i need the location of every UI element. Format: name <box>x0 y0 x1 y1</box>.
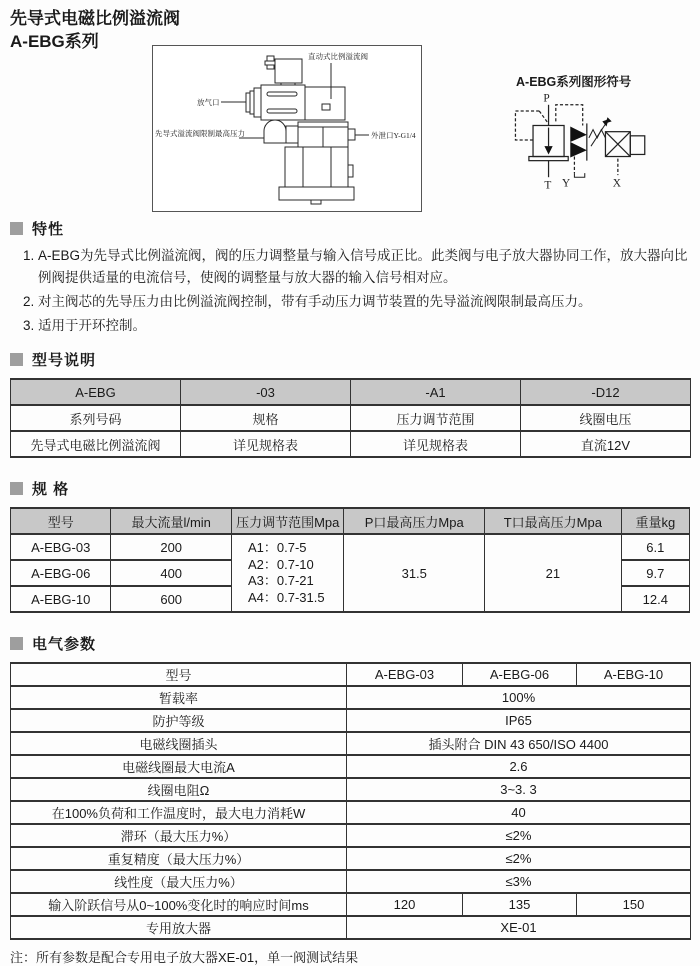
col-header: 型号 <box>11 663 347 686</box>
feature-item: 2. 对主阀芯的先导压力由比例溢流阀控制，带有手动压力调节装置的先导溢流阀限制最高压力。 <box>38 291 690 313</box>
table-row <box>11 870 691 893</box>
param-value: 40 <box>347 801 691 824</box>
table-row <box>11 824 691 847</box>
table-row <box>11 709 691 732</box>
port-y-label: Y <box>562 177 571 190</box>
param-label: 防护等级 <box>11 709 347 732</box>
cell: A-EBG-03 <box>11 534 111 560</box>
param-label: 线性度（最大压力%） <box>11 870 347 893</box>
col-header: P口最高压力Mpa <box>344 508 485 534</box>
table-row <box>11 801 691 824</box>
param-value: 135 <box>463 893 577 916</box>
page-title-line2: A-EBG系列 <box>10 31 99 51</box>
valve-drawing-svg <box>153 46 421 211</box>
section-model-code-heading: 型号说明 <box>32 352 97 369</box>
section-electrical <box>10 633 700 654</box>
valve-drawing <box>152 45 422 212</box>
param-value: 100% <box>347 686 691 709</box>
param-value: IP65 <box>347 709 691 732</box>
param-label: 专用放大器 <box>11 916 347 939</box>
param-label: 电磁线圈插头 <box>11 732 347 755</box>
col-header: 压力调节范围Mpa <box>231 508 343 534</box>
col-header: A-EBG-10 <box>577 663 691 686</box>
feature-item: 3. 适用于开环控制。 <box>38 315 690 337</box>
symbol-title: A-EBG系列图形符号 <box>516 75 632 89</box>
cell: 规格 <box>181 405 351 431</box>
param-value: 150 <box>577 893 691 916</box>
col-header: T口最高压力Mpa <box>485 508 622 534</box>
col-header: A-EBG-06 <box>463 663 577 686</box>
param-label: 输入阶跃信号从0~100%变化时的响应时间ms <box>11 893 347 916</box>
param-value: 2.6 <box>347 755 691 778</box>
label-air-vent: 放气口 <box>197 98 220 107</box>
cell: -03 <box>181 379 351 405</box>
table-header-row <box>11 508 690 534</box>
label-pilot-relief: 先导式溢流阀限制最高压力 <box>155 129 245 138</box>
footnote: 注：所有参数是配合专用电子放大器XE-01，单一阀测试结果 <box>10 950 359 965</box>
specs-table <box>10 507 690 613</box>
cell: 先导式电磁比例溢流阀 <box>11 431 181 457</box>
section-bullet-icon <box>10 353 23 366</box>
p-port-max-cell: 31.5 <box>344 534 485 612</box>
section-specs-heading: 规 格 <box>32 481 70 498</box>
t-port-max-cell: 21 <box>485 534 622 612</box>
section-electrical-heading: 电气参数 <box>32 636 97 653</box>
table-row <box>11 893 691 916</box>
section-features-heading: 特性 <box>32 221 65 238</box>
param-label: 电磁线圈最大电流A <box>11 755 347 778</box>
param-value: 3~3. 3 <box>347 778 691 801</box>
table-row <box>11 534 690 560</box>
table-header-row <box>11 663 691 686</box>
param-label: 在100%负荷和工作温度时，最大电力消耗W <box>11 801 347 824</box>
electrical-table <box>10 662 691 940</box>
section-bullet-icon <box>10 637 23 650</box>
section-bullet-icon <box>10 222 23 235</box>
col-header: A-EBG-03 <box>347 663 463 686</box>
section-model-code <box>10 349 700 370</box>
section-bullet-icon <box>10 482 23 495</box>
table-row <box>11 379 691 405</box>
table-row <box>11 431 691 457</box>
range-line: A2：0.7-10 <box>247 556 314 572</box>
table-row <box>11 847 691 870</box>
cell: 系列号码 <box>11 405 181 431</box>
section-specs <box>10 478 700 499</box>
range-line: A1：0.7-5 <box>247 540 307 555</box>
pressure-range-cell <box>231 534 343 612</box>
cell: 12.4 <box>621 586 689 612</box>
param-value: 插头附合 DIN 43 650/ISO 4400 <box>347 732 691 755</box>
col-header: 型号 <box>11 508 111 534</box>
port-x-label: X <box>612 177 621 190</box>
cell: 9.7 <box>621 560 689 586</box>
cell: -D12 <box>521 379 691 405</box>
section-features <box>10 218 700 239</box>
cell: 详见规格表 <box>351 431 521 457</box>
cell: 直流12V <box>521 431 691 457</box>
table-row <box>11 778 691 801</box>
cell: A-EBG-06 <box>11 560 111 586</box>
col-header: 重量kg <box>621 508 689 534</box>
cell: 详见规格表 <box>181 431 351 457</box>
cell: A-EBG-10 <box>11 586 111 612</box>
table-row <box>11 686 691 709</box>
table-row <box>11 732 691 755</box>
feature-item: 1. A-EBG为先导式比例溢流阀，阀的压力调整量与输入信号成正比。此类阀与电子放大器协同工作，放大器向比例阀提供适量的电流信号，使阀的调整量与放大器的输入信号相对应。 <box>38 245 690 289</box>
cell: 600 <box>111 586 232 612</box>
param-value: 120 <box>347 893 463 916</box>
param-label: 线圈电阻Ω <box>11 778 347 801</box>
param-value: ≤3% <box>347 870 691 893</box>
page-title-line1: 先导式电磁比例溢流阀 <box>10 9 180 28</box>
header-area <box>0 0 700 214</box>
label-direct-valve: 直动式比例溢流阀 <box>308 52 368 61</box>
port-p-label: P <box>543 92 550 105</box>
range-line: A3：0.7-21 <box>247 573 314 588</box>
param-value: XE-01 <box>347 916 691 939</box>
param-label: 重复精度（最大压力%） <box>11 847 347 870</box>
cell: -A1 <box>351 379 521 405</box>
hydraulic-symbol-svg <box>502 90 652 192</box>
param-value: ≤2% <box>347 824 691 847</box>
param-label: 滞环（最大压力%） <box>11 824 347 847</box>
table-row <box>11 755 691 778</box>
port-t-label: T <box>544 179 552 192</box>
cell: 线圈电压 <box>521 405 691 431</box>
cell: 压力调节范围 <box>351 405 521 431</box>
cell: 400 <box>111 560 232 586</box>
features-list <box>14 245 690 337</box>
cell: A-EBG <box>11 379 181 405</box>
cell: 6.1 <box>621 534 689 560</box>
model-code-table <box>10 378 691 458</box>
col-header: 最大流量l/min <box>111 508 232 534</box>
param-label: 暂载率 <box>11 686 347 709</box>
table-row <box>11 405 691 431</box>
range-line: A4：0.7-31.5 <box>247 589 325 605</box>
label-drain-port: 外泄口Y-G1/4 <box>371 131 416 140</box>
hydraulic-symbol <box>502 90 652 192</box>
param-value: ≤2% <box>347 847 691 870</box>
cell: 200 <box>111 534 232 560</box>
